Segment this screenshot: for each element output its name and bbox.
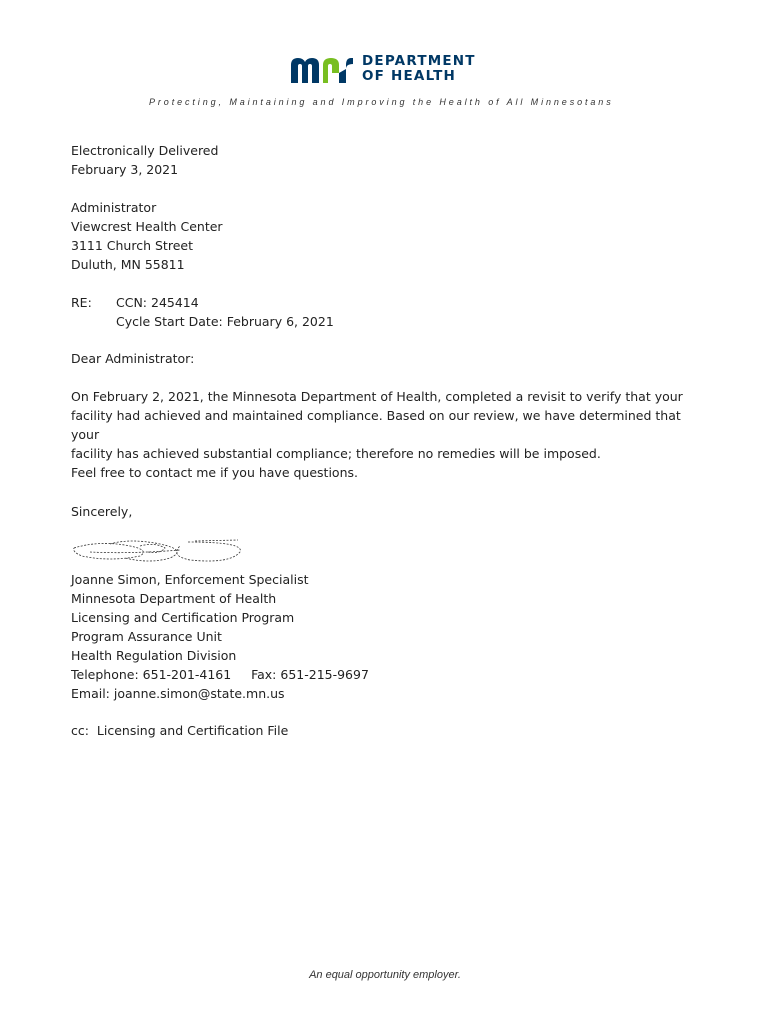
logo-text-line2: OF HEALTH	[362, 68, 457, 84]
recipient-street: 3111 Church Street	[71, 238, 193, 253]
signature-image	[70, 536, 245, 566]
re-ccn: CCN: 245414	[116, 295, 199, 310]
closing: Sincerely,	[71, 504, 133, 519]
signer-email: Email: joanne.simon@state.mn.us	[71, 686, 285, 701]
signer-phone-fax: Telephone: 651-201-4161 Fax: 651-215-9697	[71, 667, 369, 682]
re-details	[116, 293, 334, 331]
mn-logo-icon	[289, 55, 355, 83]
signer-org: Minnesota Department of Health	[71, 591, 277, 606]
recipient-city: Duluth, MN 55811	[71, 257, 185, 272]
signer-unit: Program Assurance Unit	[71, 629, 222, 644]
mdh-logo	[289, 53, 481, 85]
signer-name-title: Joanne Simon, Enforcement Specialist	[71, 572, 309, 587]
signer-program: Licensing and Certification Program	[71, 610, 295, 625]
body-line: facility has achieved substantial compliance; therefore no remedies will be imposed.	[71, 446, 601, 461]
letter-date: February 3, 2021	[71, 162, 179, 177]
re-cycle-start: Cycle Start Date: February 6, 2021	[116, 314, 334, 329]
cc-line: cc: Licensing and Certification File	[71, 723, 289, 738]
signer-division: Health Regulation Division	[71, 648, 237, 663]
delivery-method: Electronically Delivered	[71, 143, 219, 158]
salutation: Dear Administrator:	[71, 351, 195, 366]
body-paragraph	[71, 387, 711, 463]
logo-text-line1: DEPARTMENT	[362, 53, 476, 69]
recipient-facility: Viewcrest Health Center	[71, 219, 223, 234]
tagline: Protecting, Maintaining and Improving the Health of All Minnesotans	[149, 97, 614, 107]
recipient-title: Administrator	[71, 200, 157, 215]
body-line: facility had achieved and maintained compliance. Based on our review, we have determined that your	[71, 408, 681, 442]
contact-sentence: Feel free to contact me if you have questions.	[71, 465, 358, 480]
re-label: RE:	[71, 295, 92, 310]
footer-eeo: An equal opportunity employer.	[309, 969, 461, 981]
body-line: On February 2, 2021, the Minnesota Department of Health, completed a revisit to verify that your	[71, 389, 683, 404]
